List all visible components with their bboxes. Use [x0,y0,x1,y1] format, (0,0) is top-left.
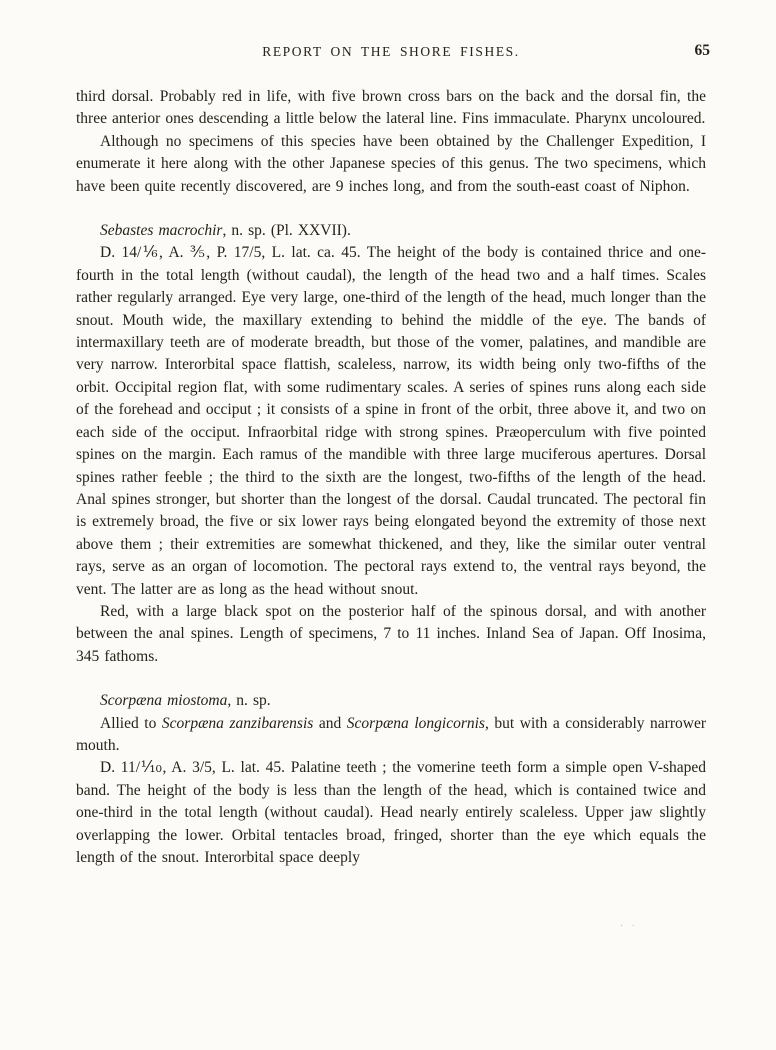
species-name-scorpaena: Scorpæna miostoma [100,692,228,710]
paragraph-sebastes-colouration: Red, with a large black spot on the posterior half of the spinous dorsal, and with another between the anal spines. Length of specimens, 7 to 11 inches. Inland Sea of Japan. Off Inosima, 345 fathoms. [76,602,706,665]
species-name-sebastes: Sebastes macrochir [100,222,223,240]
page-body [76,86,706,869]
species-heading-suffix: , n. sp. [227,692,271,710]
page-number: 65 [694,42,710,59]
species-heading-sebastes [76,220,706,242]
scan-artifact: · · [619,921,638,932]
paragraph-continuation: third dorsal. Probably red in life, with five brown cross bars on the back and the dorsal fin, the three anterior ones descending a little below the lateral line. Fins immaculate. Pharynx uncoloured. [76,88,706,128]
species-heading-scorpaena [76,690,706,712]
paragraph-expedition: Although no specimens of this species have been obtained by the Challenger Expedition, I enumerate it here along with the other Japanese species of this genus. The two specimens, which have been quite recently discovered, are 9 inches long, and from the south-east coast of Niphon. [76,132,706,195]
allied-text: Allied to [100,714,162,732]
allied-text: and [313,714,347,732]
paragraph-allied [76,713,706,758]
species-heading-suffix: , n. sp. (Pl. XXVII). [222,222,351,240]
paragraph-scorpaena-description: D. 11/⅒, A. 3/5, L. lat. 45. Palatine teeth ; the vomerine teeth form a simple open V-shaped band. The height of the body is less than the length of the head, which is contained twice and one-third in the total length (without caudal). Head nearly entirely scaleless. Upper jaw slightly overlapping the lower. Orbital tentacles broad, fringed, shorter than the eye which equals the length of the snout. Interorbital space deeply [76,759,706,866]
allied-text: , but with a considerably narrower mouth. [76,714,706,754]
species-name-zanzibarensis: Scorpæna zanzibarensis [161,714,314,732]
running-title: REPORT ON THE SHORE FISHES. [262,44,520,59]
page-header [76,42,710,60]
paragraph-sebastes-description: D. 14/⅙, A. ⅗, P. 17/5, L. lat. ca. 45. The height of the body is contained thrice and one-fourth in the total length (without caudal), the length of the head two and a half times. Scales rather regularly arranged. Eye very large, one-third of the length of the head, much longer than the snout. Mouth wide, the maxillary extending to behind the middle of the eye. The bands of intermaxillary teeth are of moderate breadth, but those of the vomer, palatines, and mandible are very narrow. Interorbital space flattish, scaleless, narrow, its width being only two-fifths of the orbit. Occipital region flat, with some rudimentary scales. A series of spines runs along each side of the forehead and occiput ; it consists of a spine in front of the orbit, three above it, and two on each side of the occiput. Infraorbital ridge with strong spines. Præoperculum with five pointed spines on the margin. Each ramus of the mandible with three large muciferous apertures. Dorsal spines rather feeble ; the third to the sixth are the longest, two-fifths of the length of the head. Anal spines stronger, but shorter than the longest of the dorsal. Caudal truncated. The pectoral fin is extremely broad, the five or six lower rays being elongated beyond the extremity of those next above them ; their extremities are somewhat thickened, and they, like the similar outer ventral rays, serve as an organ of locomotion. The pectoral rays extend to, the ventral rays beyond, the vent. The latter are as long as the head without snout. [76,244,706,598]
species-name-longicornis: Scorpæna longicornis [346,714,485,732]
